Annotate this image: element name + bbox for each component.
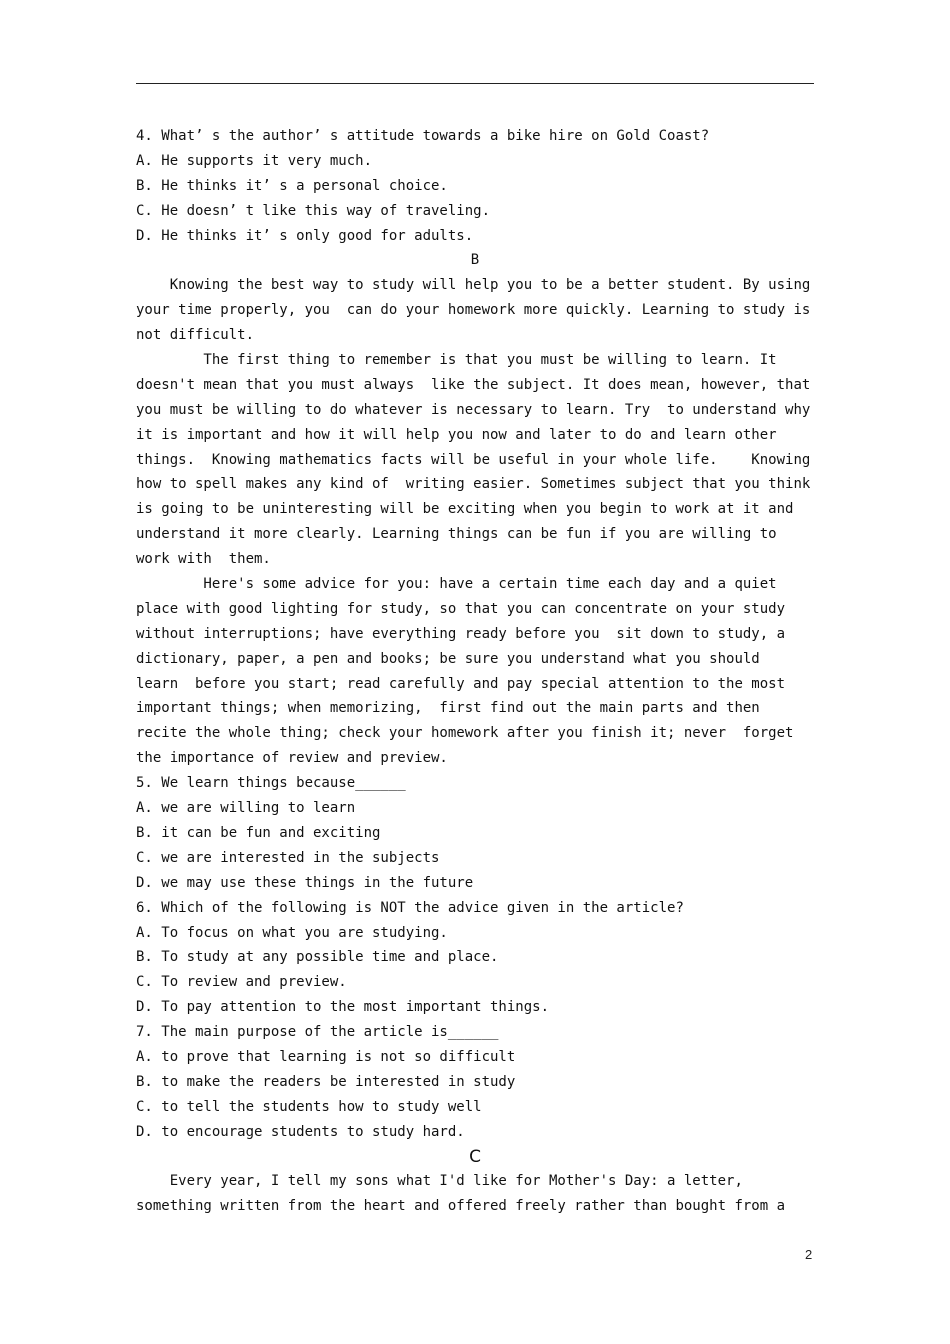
b-para2-line6: how to spell makes any kind of writing easier. Sometimes subject that you think bbox=[136, 476, 811, 493]
b-para2-line4: it is important and how it will help you now and later to do and learn other bbox=[136, 426, 777, 443]
c-para1-line1: Every year, I tell my sons what I'd like for Mother's Day: a letter, bbox=[136, 1173, 743, 1190]
q5-option-d: D. we may use these things in the future bbox=[136, 874, 474, 891]
question-6: 6. Which of the following is NOT the advice given in the article? bbox=[136, 899, 684, 916]
q4-option-d: D. He thinks it’ s only good for adults. bbox=[136, 227, 474, 244]
section-b-heading: B bbox=[470, 252, 480, 269]
b-para2-line8: understand it more clearly. Learning things can be fun if you are willing to bbox=[136, 526, 777, 543]
b-para2-line9: work with them. bbox=[136, 551, 271, 568]
q6-option-a: A. To focus on what you are studying. bbox=[136, 924, 448, 941]
c-para1-line2: something written from the heart and offered freely rather than bought from a bbox=[136, 1198, 786, 1215]
b-para3-line4: dictionary, paper, a pen and books; be sure you understand what you should bbox=[136, 650, 760, 667]
q5-option-a: A. we are willing to learn bbox=[136, 800, 356, 817]
b-para3-line7: recite the whole thing; check your homework after you finish it; never forget bbox=[136, 725, 794, 742]
b-para3-line8: the importance of review and preview. bbox=[136, 750, 448, 767]
q7-option-b: B. to make the readers be interested in study bbox=[136, 1073, 516, 1090]
b-para1-line1: Knowing the best way to study will help you to be a better student. By using bbox=[136, 277, 811, 294]
q4-option-b: B. He thinks it’ s a personal choice. bbox=[136, 177, 448, 194]
q6-option-c: C. To review and preview. bbox=[136, 974, 347, 991]
q7-option-c: C. to tell the students how to study well bbox=[136, 1098, 482, 1115]
header-rule bbox=[136, 83, 814, 84]
q6-option-b: B. To study at any possible time and place. bbox=[136, 949, 499, 966]
page-number: 2 bbox=[805, 1247, 813, 1262]
q6-option-d: D. To pay attention to the most important things. bbox=[136, 999, 550, 1016]
b-para3-line6: important things; when memorizing, first find out the main parts and then bbox=[136, 700, 760, 717]
q5-option-c: C. we are interested in the subjects bbox=[136, 849, 440, 866]
q7-option-a: A. to prove that learning is not so difficult bbox=[136, 1048, 516, 1065]
b-para2-line5: things. Knowing mathematics facts will be useful in your whole life. Knowing bbox=[136, 451, 811, 468]
b-para1-line2: your time properly, you can do your homework more quickly. Learning to study is bbox=[136, 302, 811, 319]
question-5: 5. We learn things because______ bbox=[136, 775, 406, 792]
section-c-heading: C bbox=[469, 1146, 481, 1167]
b-para3-line2: place with good lighting for study, so that you can concentrate on your study bbox=[136, 600, 786, 617]
document-body bbox=[136, 124, 814, 1219]
b-para3-line5: learn before you start; read carefully and pay special attention to the most bbox=[136, 675, 786, 692]
q4-option-a: A. He supports it very much. bbox=[136, 152, 373, 169]
b-para2-line2: doesn't mean that you must always like the subject. It does mean, however, that bbox=[136, 376, 811, 393]
q4-option-c: C. He doesn’ t like this way of traveling. bbox=[136, 202, 491, 219]
b-para1-line3: not difficult. bbox=[136, 327, 255, 344]
b-para3-line1: Here's some advice for you: have a certain time each day and a quiet bbox=[136, 576, 777, 593]
q7-option-d: D. to encourage students to study hard. bbox=[136, 1123, 465, 1140]
b-para2-line3: you must be willing to do whatever is necessary to learn. Try to understand why bbox=[136, 401, 811, 418]
b-para2-line7: is going to be uninteresting will be exciting when you begin to work at it and bbox=[136, 501, 794, 518]
b-para2-line1: The first thing to remember is that you must be willing to learn. It bbox=[136, 352, 777, 369]
question-7: 7. The main purpose of the article is______ bbox=[136, 1024, 499, 1041]
q5-option-b: B. it can be fun and exciting bbox=[136, 824, 381, 841]
question-4: 4. What’ s the author’ s attitude towards a bike hire on Gold Coast? bbox=[136, 128, 710, 144]
b-para3-line3: without interruptions; have everything ready before you sit down to study, a bbox=[136, 625, 786, 642]
